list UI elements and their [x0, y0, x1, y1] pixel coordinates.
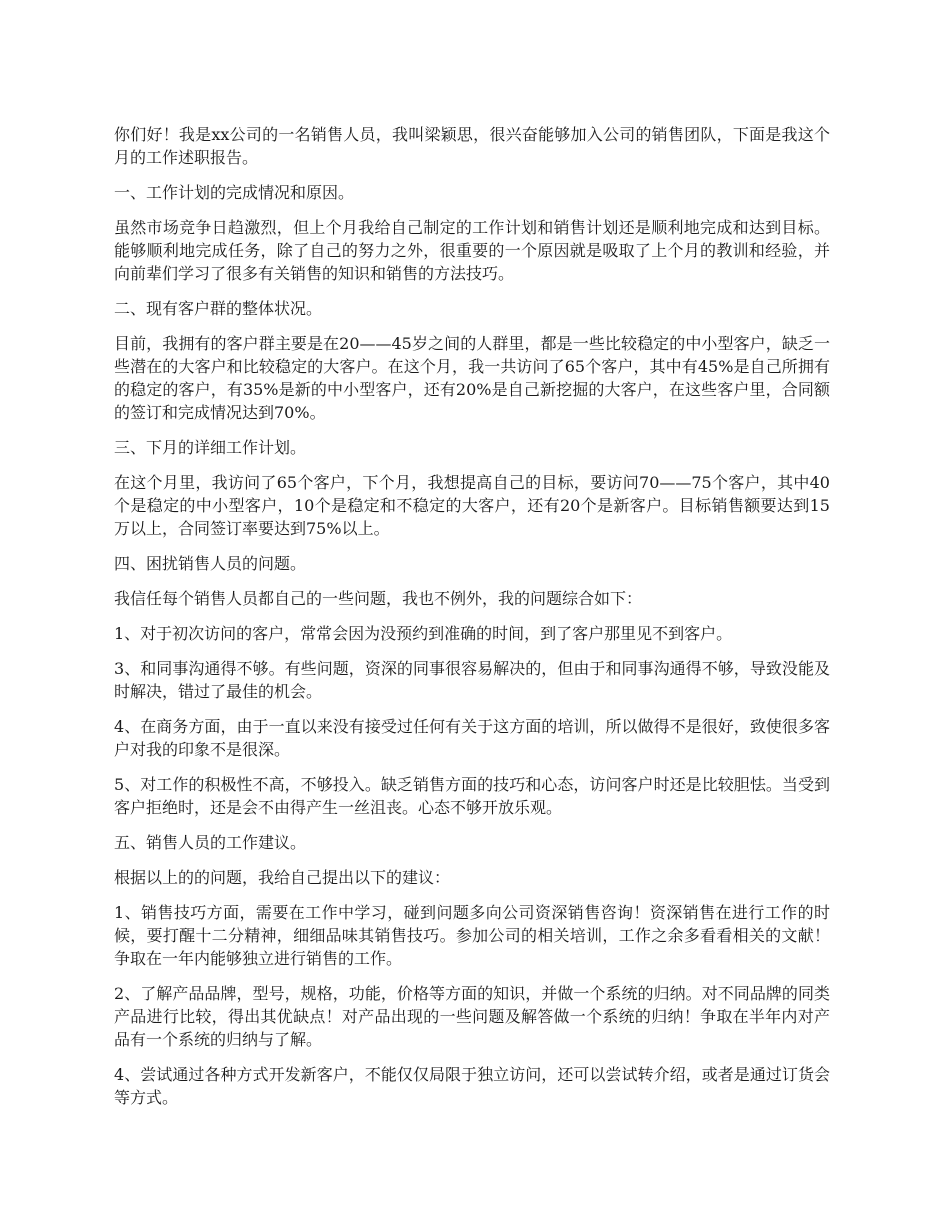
section-heading-1: 一、工作计划的完成情况和原因。 — [114, 183, 355, 202]
suggestion-item: 2、了解产品品牌，型号，规格，功能，价格等方面的知识，并做一个系统的归纳。对不同品牌的同类产品进行比较，得出其优缺点！对产品出现的一些问题及解答做一个系统的归纳！争取在半年内对产品有一个系统的归纳与了解。 — [114, 984, 830, 1049]
problem-item: 3、和同事沟通得不够。有些问题，资深的同事很容易解决的，但由于和同事沟通得不够，导致没能及时解决，错过了最佳的机会。 — [114, 659, 830, 701]
section-body-1: 虽然市场竞争日趋激烈，但上个月我给自己制定的工作计划和销售计划还是顺利地完成和达到目标。能够顺利地完成任务，除了自己的努力之外，很重要的一个原因就是吸取了上个月的教训和经验，并向前辈们学习了很多有关销售的知识和销售的方法技巧。 — [114, 218, 830, 283]
problem-item: 5、对工作的积极性不高，不够投入。缺乏销售方面的技巧和心态，访问客户时还是比较胆怯。当受到客户拒绝时，还是会不由得产生一丝沮丧。心态不够开放乐观。 — [114, 775, 830, 817]
document-page — [114, 123, 830, 1121]
suggestion-item: 4、尝试通过各种方式开发新客户，不能仅仅局限于独立访问，还可以尝试转介绍，或者是通过订货会等方式。 — [114, 1065, 830, 1107]
section-body-4-intro: 我信任每个销售人员都自己的一些问题，我也不例外，我的问题综合如下： — [114, 589, 643, 608]
section-body-5-intro: 根据以上的的问题，我给自己提出以下的建议： — [114, 868, 451, 887]
problem-item: 4、在商务方面，由于一直以来没有接受过任何有关于这方面的培训，所以做得不是很好，致使很多客户对我的印象不是很深。 — [114, 717, 830, 759]
suggestion-item: 1、销售技巧方面，需要在工作中学习，碰到问题多向公司资深销售咨询！资深销售在进行工作的时候，要打醒十二分精神，细细品味其销售技巧。参加公司的相关培训，工作之余多看看相关的文献！争取在一年内能够独立进行销售的工作。 — [114, 903, 830, 968]
intro-paragraph: 你们好！我是xx公司的一名销售人员，我叫梁颖思，很兴奋能够加入公司的销售团队，下面是我这个月的工作述职报告。 — [114, 125, 830, 167]
section-heading-4: 四、困扰销售人员的问题。 — [114, 554, 307, 573]
section-heading-5: 五、销售人员的工作建议。 — [114, 833, 307, 852]
section-heading-3: 三、下月的详细工作计划。 — [114, 438, 307, 457]
section-heading-2: 二、现有客户群的整体状况。 — [114, 299, 323, 318]
section-body-2: 目前，我拥有的客户群主要是在20——45岁之间的人群里，都是一些比较稳定的中小型客户，缺乏一些潜在的大客户和比较稳定的大客户。在这个月，我一共访问了65个客户，其中有45%是自己所拥有的稳定的客户，有35%是新的中小型客户，还有20%是自己新挖掘的大客户，在这些客户里，合同额的签订和完成情况达到70%。 — [114, 334, 830, 422]
section-body-3: 在这个月里，我访问了65个客户，下个月，我想提高自己的目标，要访问70——75个客户，其中40个是稳定的中小型客户，10个是稳定和不稳定的大客户，还有20个是新客户。目标销售额要达到15万以上，合同签订率要达到75%以上。 — [114, 473, 830, 538]
problem-item: 1、对于初次访问的客户，常常会因为没预约到准确的时间，到了客户那里见不到客户。 — [114, 624, 733, 643]
